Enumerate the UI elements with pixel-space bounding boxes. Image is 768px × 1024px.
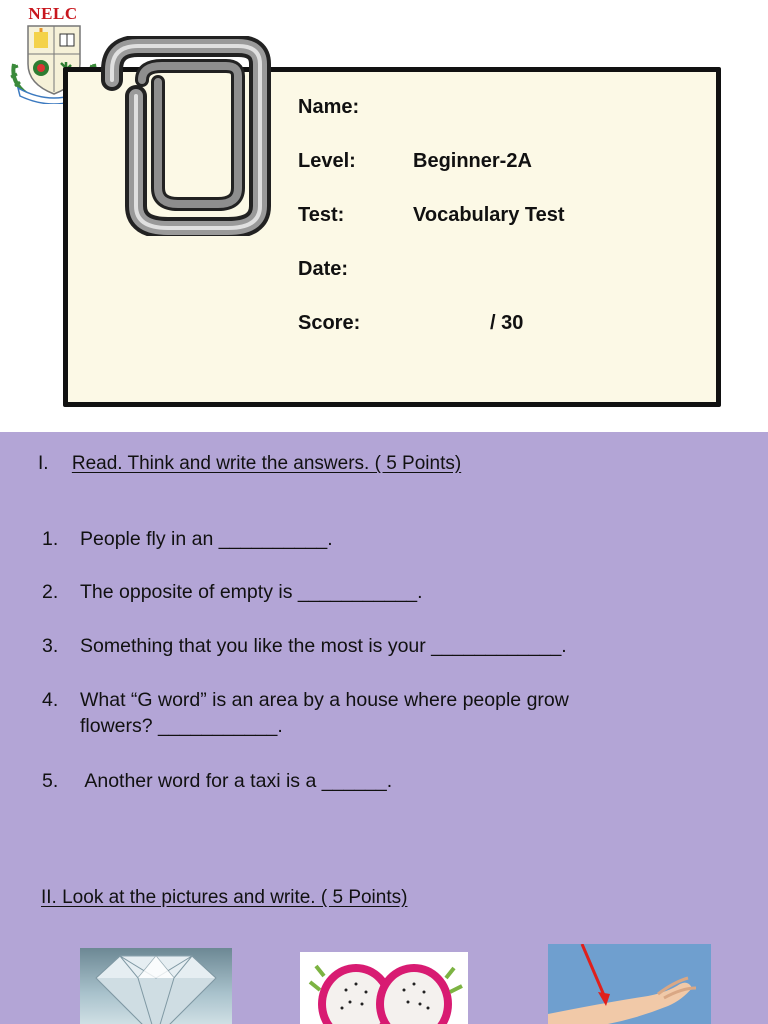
wrist-icon [548, 944, 711, 1024]
worksheet [0, 432, 768, 1024]
question-5-text: Another word for a taxi is a ______. [80, 770, 393, 792]
test-value: Vocabulary Test [413, 204, 565, 226]
section-1-number: I. [38, 453, 49, 474]
paper-clip-icon [98, 36, 288, 236]
score-value: / 30 [490, 312, 524, 334]
question-3-number: 3. [42, 635, 59, 657]
question-2-number: 2. [42, 581, 59, 603]
section-2-heading [41, 887, 407, 909]
question-2-text: The opposite of empty is ___________. [80, 581, 423, 603]
level-label: Level: [298, 150, 356, 172]
picture-dragon-fruit [300, 952, 468, 1024]
header [0, 0, 768, 432]
section-1-heading [38, 453, 461, 475]
question-4-text: What “G word” is an area by a house where people grow flowers? ___________. [80, 689, 569, 737]
question-1-text: People fly in an __________. [80, 528, 333, 550]
dragon-fruit-icon [300, 952, 468, 1024]
question-3-text: Something that you like the most is your ____________. [80, 635, 567, 657]
name-label: Name: [298, 96, 360, 118]
logo-text: NELC [28, 4, 78, 23]
test-label: Test: [298, 204, 345, 226]
diamond-icon [80, 948, 232, 1024]
level-value: Beginner-2A [413, 150, 532, 172]
question-5-number: 5. [42, 770, 59, 792]
section-1-title: Read. Think and write the answers. ( 5 Points) [71, 453, 462, 474]
section-2-title: II. Look at the pictures and write. ( 5 Points) [41, 887, 408, 908]
picture-diamond [80, 948, 232, 1024]
score-label: Score: [298, 312, 361, 334]
picture-wrist [548, 944, 711, 1024]
question-1-number: 1. [42, 528, 59, 550]
date-label: Date: [298, 258, 349, 280]
question-4-number: 4. [42, 689, 59, 711]
